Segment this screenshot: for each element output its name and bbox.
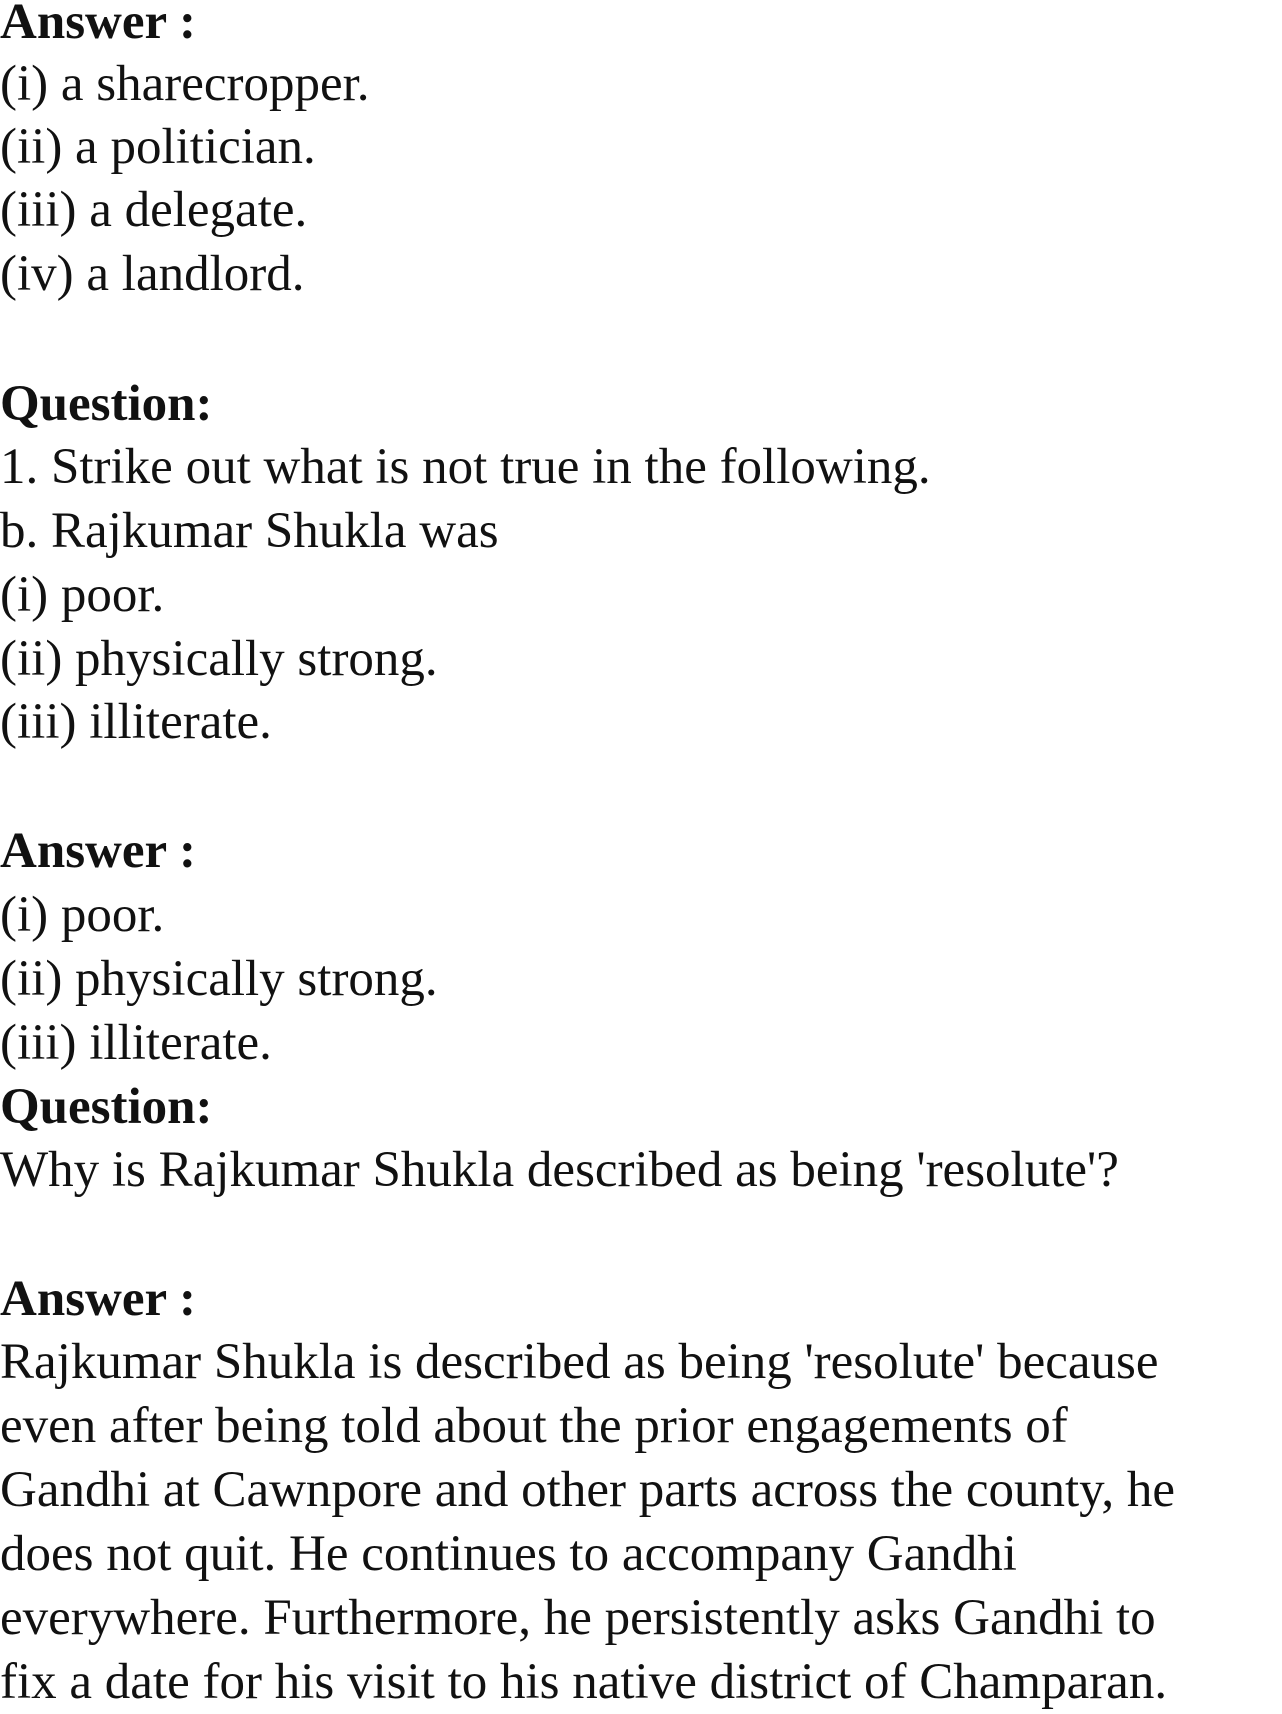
- question-heading: Question:: [0, 1079, 213, 1135]
- list-item: (ii) physically strong.: [0, 951, 438, 1007]
- answer-heading: Answer :: [0, 0, 196, 50]
- question-text: 1. Strike out what is not true in the following.: [0, 439, 931, 495]
- list-item: (iv) a landlord.: [0, 246, 305, 302]
- answer-heading: Answer :: [0, 1271, 196, 1327]
- list-item: (iii) a delegate.: [0, 182, 308, 238]
- answer-text: everywhere. Furthermore, he persistently asks Gandhi to: [0, 1590, 1156, 1646]
- question-text: b. Rajkumar Shukla was: [0, 503, 499, 559]
- answer-heading: Answer :: [0, 823, 196, 879]
- list-item: (i) poor.: [0, 567, 165, 623]
- list-item: (i) a sharecropper.: [0, 56, 370, 112]
- answer-text: even after being told about the prior engagements of: [0, 1398, 1068, 1454]
- list-item: (iii) illiterate.: [0, 694, 272, 750]
- list-item: (ii) a politician.: [0, 119, 316, 175]
- answer-text: fix a date for his visit to his native district of Champaran.: [0, 1654, 1168, 1710]
- question-text: Why is Rajkumar Shukla described as being 'resolute'?: [0, 1142, 1119, 1198]
- list-item: (i) poor.: [0, 887, 165, 943]
- answer-text: Gandhi at Cawnpore and other parts across the county, he: [0, 1462, 1175, 1518]
- answer-text: does not quit. He continues to accompany Gandhi: [0, 1526, 1017, 1582]
- list-item: (iii) illiterate.: [0, 1015, 272, 1071]
- answer-text: Rajkumar Shukla is described as being 'resolute' because: [0, 1334, 1159, 1390]
- question-heading: Question:: [0, 376, 213, 432]
- list-item: (ii) physically strong.: [0, 631, 438, 687]
